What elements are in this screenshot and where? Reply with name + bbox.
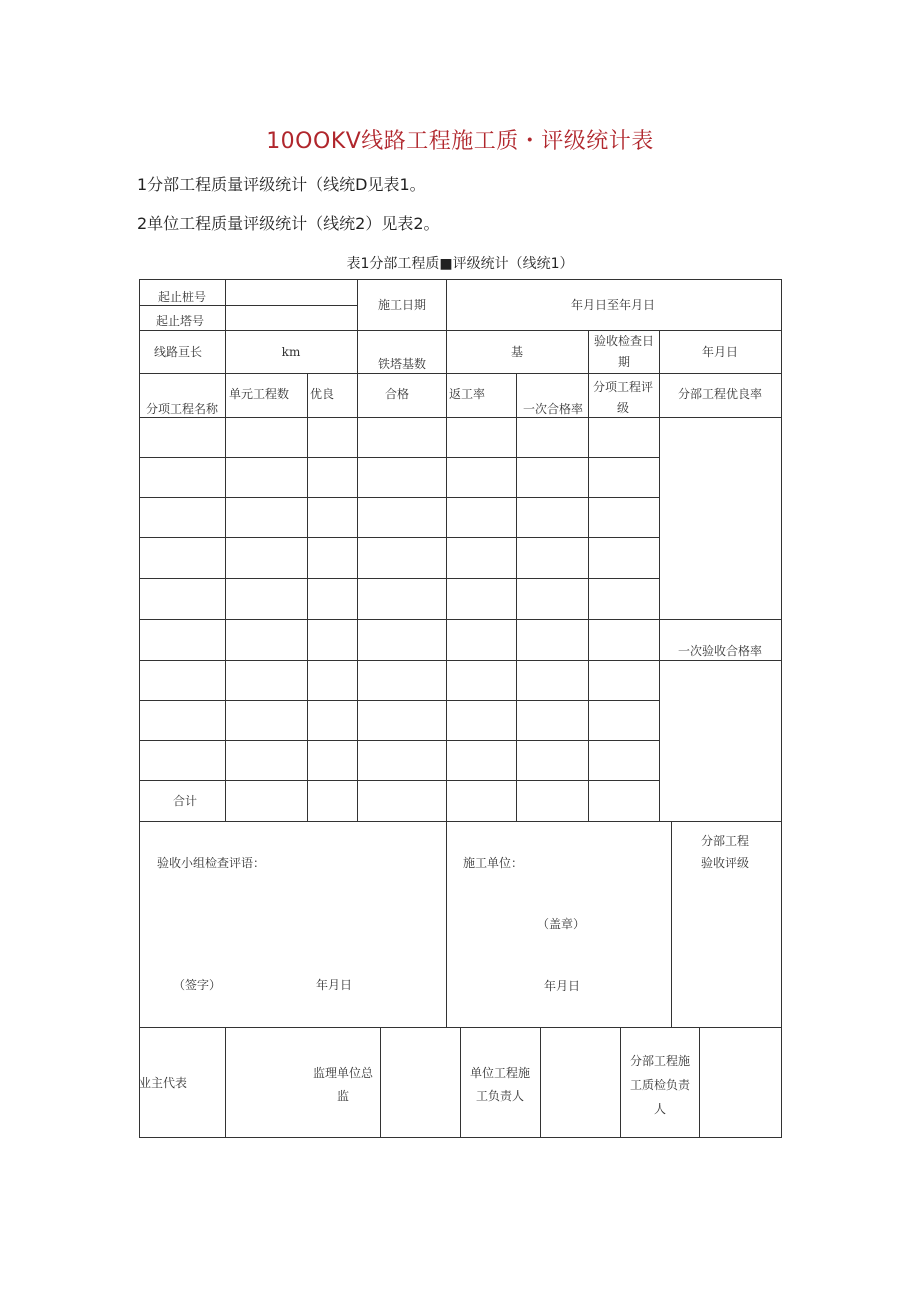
- quality-leader-label-1: 分部工程施: [629, 1054, 691, 1068]
- header-first-pass-rate: 一次合格率: [522, 402, 584, 416]
- start-pile-label: 起止桩号: [157, 290, 207, 304]
- date-range-value: 年月日至年月日: [570, 298, 656, 312]
- supervisor-label-2: 监: [336, 1089, 350, 1103]
- total-label: 合计: [172, 794, 198, 808]
- tower-count-label: 铁塔基数: [377, 357, 427, 371]
- first-acceptance-rate-label: 一次验收合格率: [677, 644, 763, 658]
- header-excellent: 优良: [310, 387, 335, 401]
- table-border: [140, 280, 782, 1138]
- table-caption: 表1分部工程质■评级统计（线统1）: [346, 256, 574, 272]
- header-sub-item-grade-1: 分项工程评: [592, 380, 654, 394]
- unit-date: 年月日: [544, 979, 581, 993]
- acceptance-grade-label-1: 分部工程: [700, 834, 750, 848]
- header-unit-count: 单元工程数: [228, 387, 290, 401]
- km-unit: km: [281, 345, 301, 359]
- review-comment-label: 验收小组检查评语：: [157, 856, 266, 870]
- header-excellent-rate: 分部工程优良率: [677, 387, 763, 401]
- note-line-2: 2单位工程质量评级统计（线统2）见表2。: [137, 214, 440, 233]
- document-title: 10OOKV线路工程施工质・评级统计表: [266, 129, 654, 154]
- quality-leader-label-2: 工质检负责: [629, 1078, 691, 1092]
- acceptance-grade-label-2: 验收评级: [700, 856, 750, 870]
- construction-unit-label: 施工单位：: [463, 856, 524, 870]
- header-sub-item-name: 分项工程名称: [145, 402, 219, 416]
- note-line-1: 1分部工程质量评级统计（线统D见表1。: [137, 175, 426, 194]
- start-tower-label: 起止塔号: [155, 314, 205, 328]
- acceptance-date-label-2: 期: [617, 355, 631, 369]
- ji-unit: 基: [510, 345, 524, 359]
- quality-leader-label-3: 人: [653, 1102, 667, 1116]
- seal-label: （盖章）: [537, 917, 586, 931]
- header-qualified: 合格: [384, 387, 410, 401]
- review-date: 年月日: [316, 978, 353, 992]
- signature-label: （签字）: [173, 978, 222, 992]
- unit-leader-label-2: 工负责人: [475, 1089, 525, 1103]
- line-length-label: 线路亘长: [153, 345, 203, 359]
- owner-rep-label: 业主代表: [139, 1076, 188, 1090]
- unit-leader-label-1: 单位工程施: [469, 1066, 531, 1080]
- supervisor-label-1: 监理单位总: [312, 1066, 374, 1080]
- construction-date-label: 施工日期: [377, 298, 427, 312]
- header-sub-item-grade-2: 级: [616, 401, 630, 415]
- acceptance-date-value: 年月日: [701, 345, 739, 359]
- header-rework-rate: 返工率: [449, 387, 486, 401]
- acceptance-date-label-1: 验收检查日: [593, 334, 655, 348]
